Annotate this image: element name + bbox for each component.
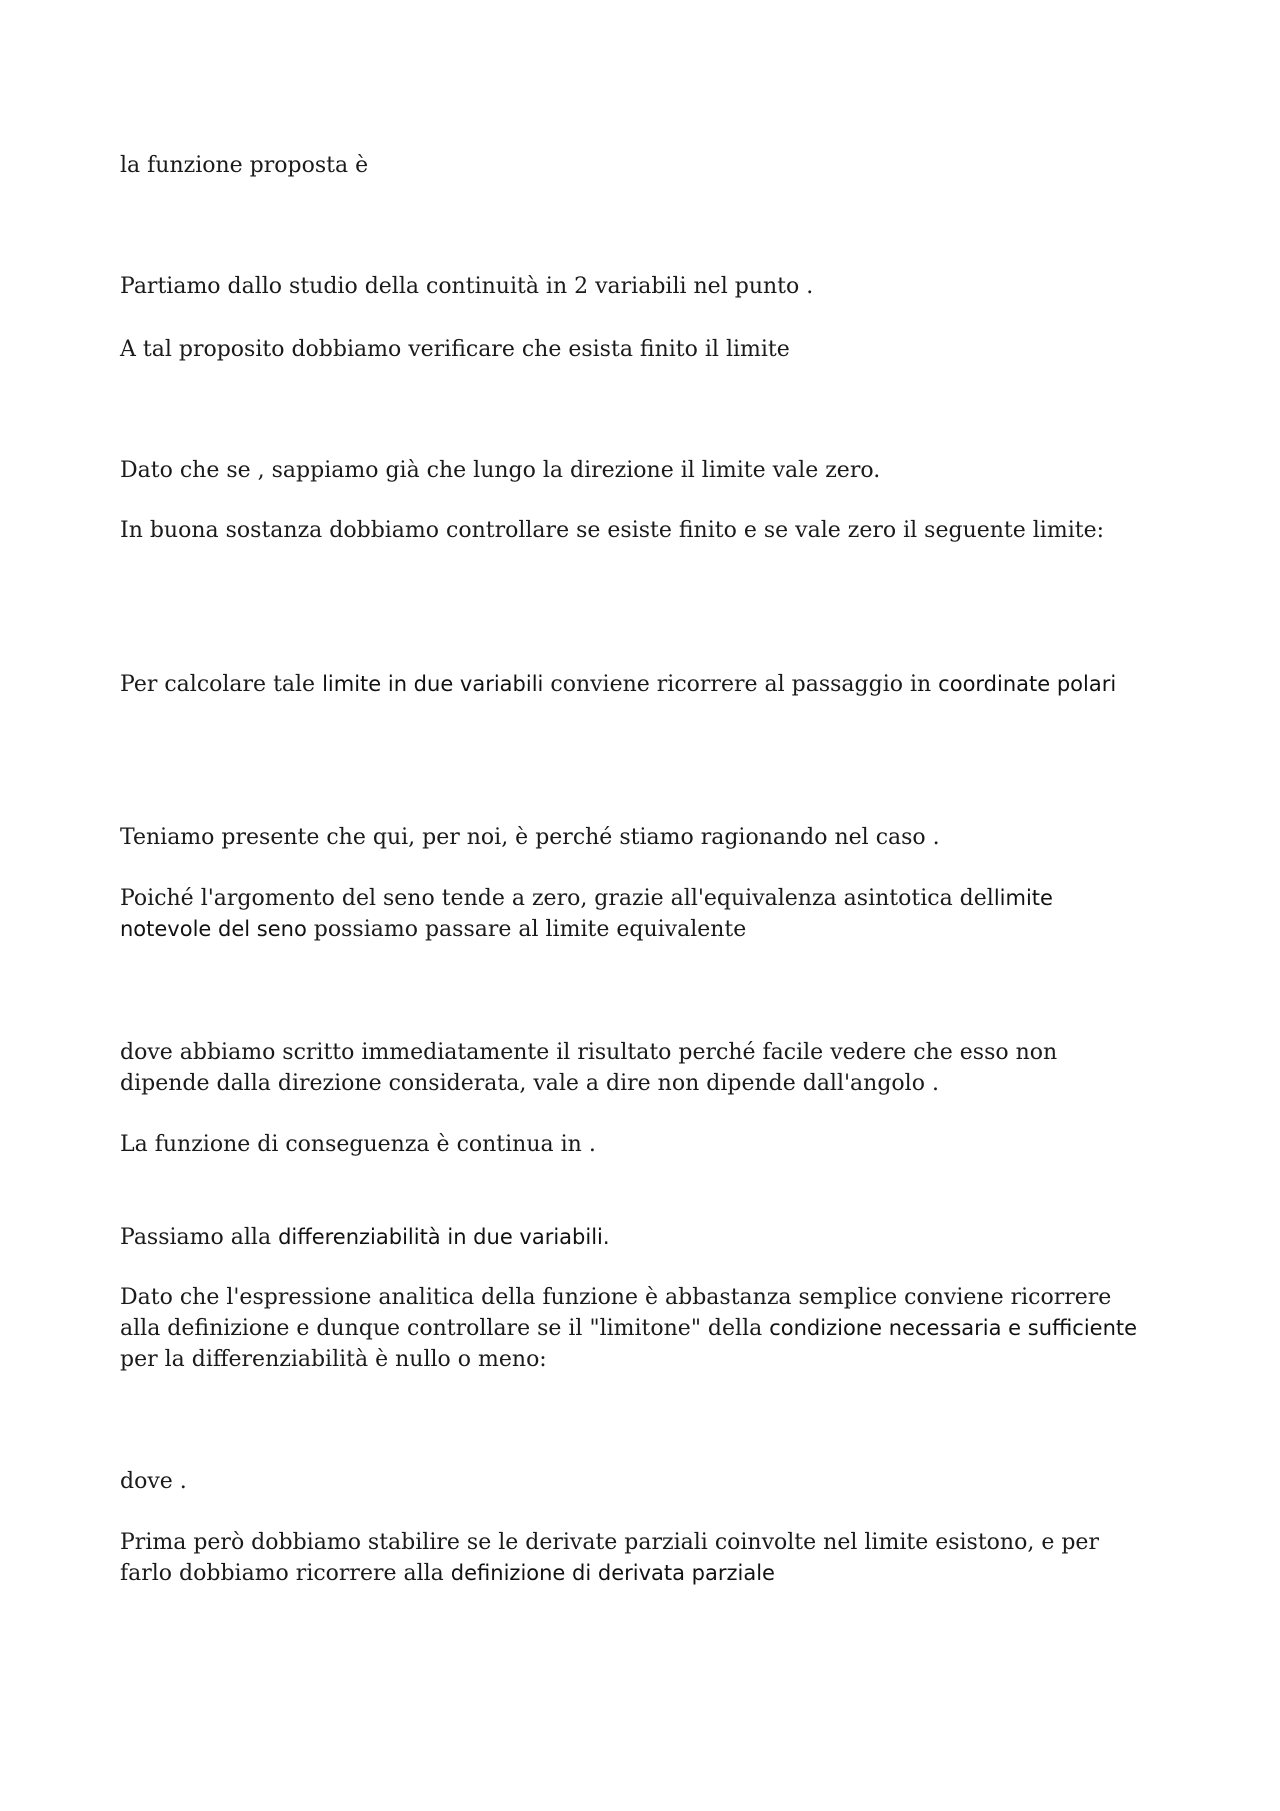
link-coordinate-polari[interactable]: coordinate polari (938, 672, 1117, 696)
paragraph-text: conviene ricorrere al passaggio in (543, 672, 939, 697)
link-limite-notevole-seno[interactable]: limite notevole del seno (120, 886, 1053, 941)
link-differenziabilita-due-variabili[interactable]: differenziabilità in due variabili (278, 1225, 603, 1249)
link-condizione-necessaria-sufficiente[interactable]: condizione necessaria e sufficiente (769, 1316, 1138, 1340)
paragraph-text: Per calcolare tale (120, 672, 323, 697)
paragraph-partial-derivatives (120, 1527, 1150, 1589)
paragraph-function-continuous: La funzione di conseguenza è continua in . (120, 1132, 596, 1157)
paragraph-continuity-study: Partiamo dallo studio della continuità in 2 variabili nel punto . (120, 274, 814, 299)
paragraph-verify-limit: A tal proposito dobbiamo verificare che esista finito il limite (120, 337, 790, 362)
paragraph-text: per la differenziabilità è nullo o meno: (120, 1347, 547, 1372)
paragraph-text: Poiché l'argomento del seno tende a zero, grazie all'equivalenza asintotica del (120, 886, 994, 911)
paragraph-direction-limit-zero: Dato che se , sappiamo già che lungo la direzione il limite vale zero. (120, 458, 881, 483)
paragraph-text: possiamo passare al limite equivalente (306, 917, 747, 942)
paragraph-dove: dove . (120, 1469, 187, 1494)
paragraph-text: Dato che l'espressione analitica della funzione è abbastanza semplice conviene ricorrere alla definizione e dunque controllare se il "limitone" della (120, 1285, 1112, 1341)
paragraph-check-limit: In buona sostanza dobbiamo controllare se esiste finito e se vale zero il seguente limite: (120, 518, 1105, 543)
paragraph-text: Prima però dobbiamo stabilire se le derivate parziali coinvolte nel limite esistono, e per farlo dobbiamo ricorrere alla (120, 1530, 1099, 1586)
paragraph-case-note: Teniamo presente che qui, per noi, è perché stiamo ragionando nel caso . (120, 825, 940, 850)
paragraph-function-proposed: la funzione proposta è (120, 153, 369, 178)
paragraph-text: Passiamo alla (120, 1225, 279, 1250)
link-limite-due-variabili[interactable]: limite in due variabili (322, 672, 544, 696)
paragraph-result-independent-angle: dove abbiamo scritto immediatamente il risultato perché facile vedere che esso non dipende dalla direzione considerata, vale a dire non dipende dall'angolo . (120, 1040, 1058, 1096)
paragraph-limitone-condition (120, 1282, 1150, 1375)
paragraph-polar-coordinates (120, 669, 1150, 700)
link-definizione-derivata-parziale[interactable]: definizione di derivata parziale (450, 1561, 775, 1585)
paragraph-text: . (602, 1225, 610, 1249)
paragraph-sine-equivalence (120, 883, 1150, 945)
paragraph-differentiability (120, 1222, 1150, 1253)
